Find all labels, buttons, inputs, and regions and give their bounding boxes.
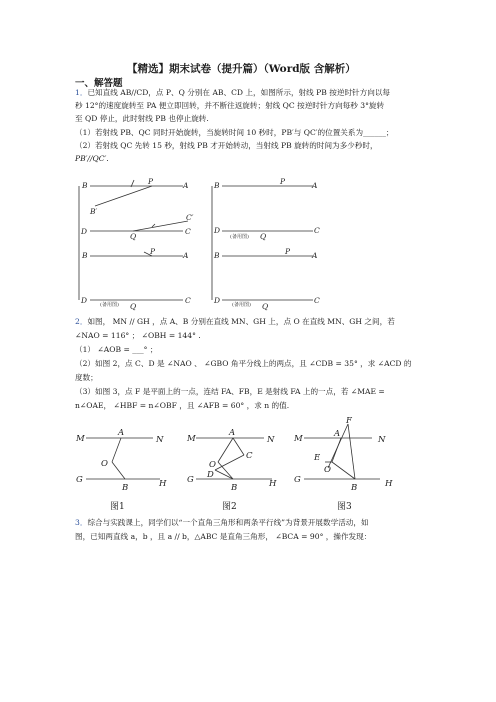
label-N: N [378,435,386,445]
label-Q: Q [130,232,137,241]
label-N: N [156,435,164,445]
label-H: H [385,479,393,489]
spare-figure-label: (备用图) [232,302,251,308]
label-D: D [214,226,221,235]
label-B: B [214,181,220,190]
question-number: 2． [75,317,88,326]
label-M: M [187,434,196,444]
label-C: C [185,227,191,236]
question-text: （2）如图 2，点 C、D 是 ∠NAO 、 ∠GBO 角平分线上的两点，且 ∠CDB = 35° ，求 ∠ACD 的 [75,359,412,368]
label-A: A [334,429,341,439]
label-H: H [269,479,277,489]
question-text: ∠NAO = 116° ； ∠OBH = 144° . [75,331,201,340]
label-P: P [150,247,156,256]
label-Q: Q [130,302,137,311]
label-B: B [82,251,88,260]
question-text: 图，已知两直线 a，b ，且 a // b，△ABC 是直角三角形， ∠BCA = 90° ，操作发现： [75,532,372,541]
question-text: （2）若射线 QC 先转 15 秒，射线 PB 才开始转动，当射线 PB 旋转的时间为多少秒时， [75,141,378,150]
label-C: C [185,296,191,305]
label-G: G [294,475,301,485]
question-number: 3． [75,518,88,527]
label-B: B [231,483,238,493]
label-P: P [280,177,286,186]
label-Q: Q [262,302,269,311]
label-D: D [81,227,88,236]
label-C: C [314,226,320,235]
label-B: B [351,483,358,493]
question-text: PB′//QC′. [75,154,109,163]
label-A: A [183,181,189,190]
question-text: （1）若射线 PB、QC 同时开始旋转，当旋转时间 10 秒时，PB′与 QC′的位置关系为______； [75,128,394,137]
label-C-prime: C′ [186,213,194,222]
label-B: B [214,251,220,260]
label-O: O [324,465,331,475]
label-D: D [81,296,88,305]
question-text: 至 QD 停止，此时射线 PB 也停止旋转. [75,114,209,123]
spare-figure-label: (备用图) [230,234,249,240]
label-G: G [187,475,194,485]
label-D: D [207,470,214,480]
question-text: 综合与实践课上，同学们以“一个直角三角形和两条平行线”为背景开展数学活动，如 [87,518,369,527]
figure-caption: 图2 [222,502,237,512]
label-A: A [118,428,125,438]
label-B: B [82,181,88,190]
question-number: 1． [75,88,88,97]
question-text: 如图， MN // GH ，点 A、B 分别在直线 MN、GH 上，点 O 在直线 MN、GH 之间，若 [87,317,395,326]
question-text: （3）如图 3，点 F 是平面上的一点，连结 FA、FB，E 是射线 FA 上的一点，若 ∠MAE = [75,387,385,396]
label-Q: Q [260,232,267,241]
question-text: n∠OAE， ∠HBF = n∠OBF ，且 ∠AFB = 60° ，求 n 的值. [75,401,290,410]
figure-caption: 图3 [337,502,352,512]
label-A: A [312,181,318,190]
label-D: D [214,296,221,305]
label-B-prime: B′ [90,207,98,216]
label-C: C [246,451,253,461]
label-M: M [294,434,303,444]
question-text: 已知直线 AB//CD，点 P、Q 分别在 AB、CD 上，如图所示，射线 PB 按逆时针方向以每 [87,88,391,97]
label-B: B [122,483,129,493]
label-G: G [76,475,83,485]
label-O: O [101,459,108,469]
label-A: A [183,251,189,260]
label-P: P [148,177,154,186]
label-A: A [312,251,318,260]
spare-figure-label: (备用图) [100,302,119,308]
label-M: M [76,434,85,444]
figure-caption: 图1 [110,502,125,512]
label-O: O [209,460,216,470]
document-title: 【精选】期末试卷（提升篇）（Word版 含解析） [127,63,356,75]
label-E: E [314,453,321,463]
question-text: （1） ∠AOB = ___° ； [75,345,158,354]
label-H: H [159,479,167,489]
label-P: P [285,247,291,256]
label-C: C [314,296,320,305]
label-F: F [346,416,352,426]
question-text: 秒 12°的速度旋转至 PA 便立即回转，并不断往返旋转；射线 QC 按逆时针方向每秒 3°旋转 [75,101,385,110]
question-text: 度数； [75,373,98,382]
label-A: A [229,428,236,438]
section-heading: 一、解答题 [75,78,123,89]
label-N: N [267,435,275,445]
